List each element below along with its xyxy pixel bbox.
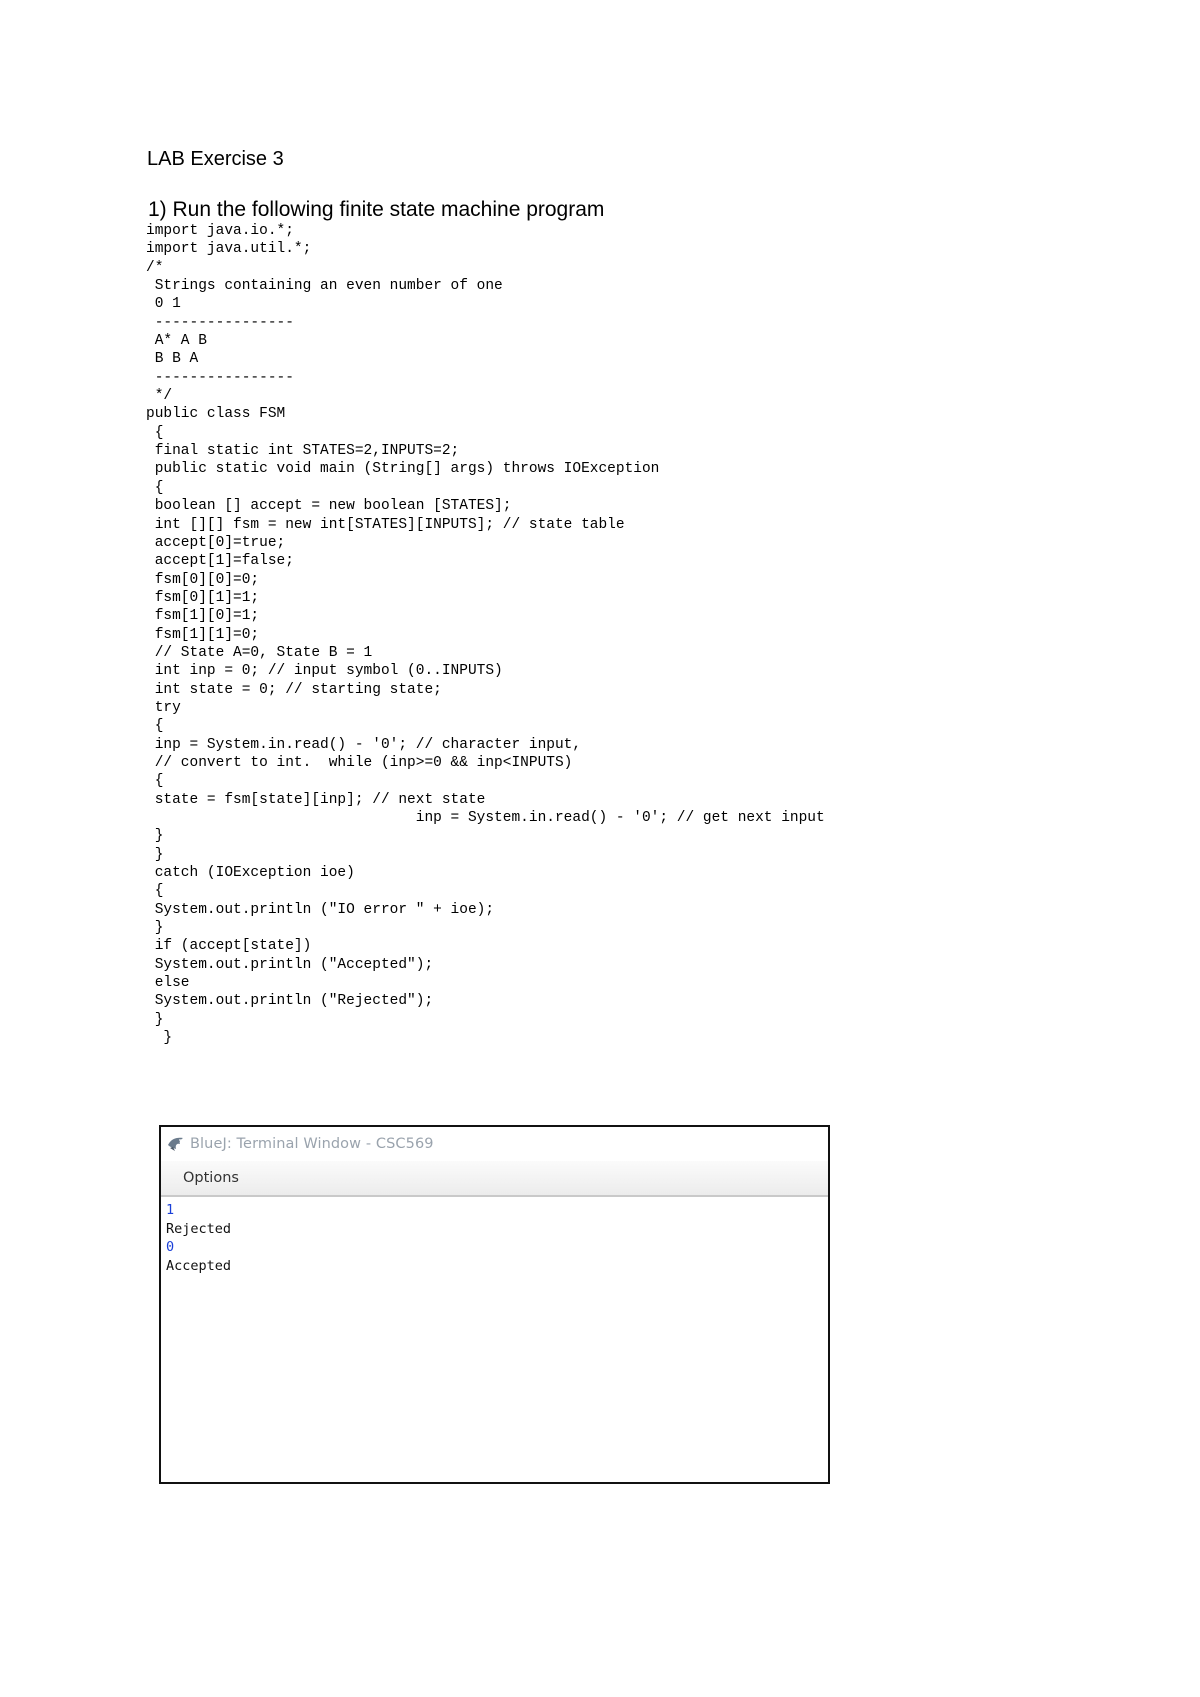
terminal-output-line: Accepted (166, 1257, 232, 1274)
code-line: inp = System.in.read() - '0'; // get next input (146, 810, 825, 826)
terminal-window (159, 1125, 830, 1484)
code-line: A* A B (146, 333, 207, 350)
code-line: System.out.println ("IO error " + ioe); (146, 901, 495, 918)
code-line: } (146, 846, 164, 863)
code-line: catch (IOException ioe) (146, 865, 355, 882)
code-line: } (146, 1030, 173, 1047)
code-line: System.out.println ("Accepted"); (146, 956, 434, 973)
code-line: } (146, 1011, 164, 1028)
code-line: */ (146, 388, 173, 405)
code-line: int [][] fsm = new int[STATES][INPUTS]; // state table (146, 516, 625, 533)
code-line: accept[0]=true; (146, 534, 286, 551)
terminal-titlebar (161, 1127, 828, 1161)
code-line: // State A=0, State B = 1 (146, 644, 373, 661)
code-line: B B A (146, 351, 199, 368)
code-line: import java.io.*; (146, 223, 294, 239)
step-heading: 1) Run the following finite state machine program (148, 198, 605, 221)
code-line: int inp = 0; // input symbol (0..INPUTS) (146, 663, 503, 680)
code-line: } (146, 828, 164, 845)
code-line: ---------------- (146, 314, 294, 331)
code-line: { (146, 773, 164, 790)
terminal-input-line: 1 (166, 1202, 175, 1218)
code-line: import java.util.*; (146, 241, 312, 258)
code-line: { (146, 883, 164, 900)
window-title: BlueJ: Terminal Window - CSC569 (190, 1136, 434, 1152)
code-line: public class FSM (146, 406, 286, 423)
code-block (146, 222, 825, 1047)
code-line: { (146, 718, 164, 735)
code-line: ---------------- (146, 369, 294, 386)
terminal-menubar (161, 1161, 828, 1197)
code-line: Strings containing an even number of one (146, 278, 503, 295)
code-line: int state = 0; // starting state; (146, 681, 442, 698)
options-menu[interactable]: Options (183, 1170, 239, 1186)
bluej-bird-icon (167, 1136, 185, 1152)
code-line: } (146, 920, 164, 937)
code-line: state = fsm[state][inp]; // next state (146, 791, 486, 808)
code-line: accept[1]=false; (146, 553, 294, 570)
code-line: 0 1 (146, 296, 181, 313)
code-line: boolean [] accept = new boolean [STATES]; (146, 498, 512, 515)
code-line: fsm[0][1]=1; (146, 589, 260, 606)
code-line: final static int STATES=2,INPUTS=2; (146, 443, 460, 460)
code-line: try (146, 699, 181, 716)
code-line: fsm[1][1]=0; (146, 626, 260, 643)
code-line: /* (146, 259, 164, 276)
terminal-output[interactable] (161, 1197, 828, 1275)
code-line: else (146, 975, 190, 992)
code-line: fsm[0][0]=0; (146, 571, 260, 588)
code-line: // convert to int. while (inp>=0 && inp<INPUTS) (146, 754, 573, 771)
code-line: { (146, 424, 164, 441)
code-line: fsm[1][0]=1; (146, 608, 260, 625)
terminal-input-line: 0 (166, 1239, 175, 1255)
page-title: LAB Exercise 3 (147, 148, 284, 170)
code-line: { (146, 479, 164, 496)
code-line: if (accept[state]) (146, 938, 312, 955)
code-line: inp = System.in.read() - '0'; // character input, (146, 736, 582, 753)
terminal-output-line: Rejected (166, 1220, 232, 1237)
code-line: public static void main (String[] args) throws IOException (146, 461, 660, 478)
code-line: System.out.println ("Rejected"); (146, 993, 434, 1010)
